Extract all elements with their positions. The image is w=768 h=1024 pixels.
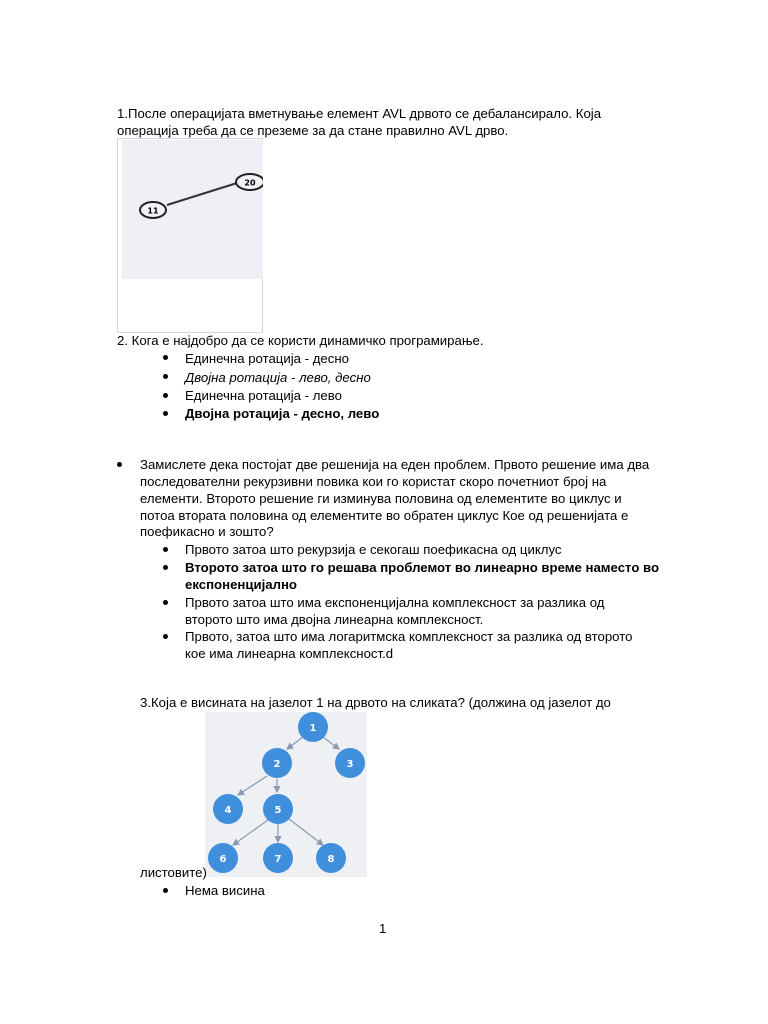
edge-5-8 (289, 819, 323, 845)
q2-option-1: Единечна ротација - десно (185, 351, 349, 366)
q-solutions-option-2a: Второто затоа што го решава проблемот во линеарно време наместо во (185, 560, 660, 575)
q-solutions-line4: потоа втората половина од елементите во обратен циклус Кое од решенијата е (140, 508, 629, 523)
tree-node-4-label: 4 (224, 805, 232, 816)
edge-1-3 (323, 737, 339, 749)
q-solutions-option-2b: експоненцијално (185, 577, 297, 592)
q1-text-line1: 1.После операцијата вметнување елемент AVL дрвото се дебалансирало. Која (117, 106, 602, 121)
q2-option-2: Двојна ротација - лево, десно (185, 370, 371, 385)
q-solutions-option-4a: Првото, затоа што има логаритмска комплексност за разлика од второто (185, 629, 633, 644)
q-solutions-option-1: Првото затоа што рекурзија е секогаш поефикасна од циклус (185, 542, 562, 557)
q-solutions-line3: елементи. Второто решение ги изминува половина од елементите во циклус и (140, 491, 622, 506)
q2-option-4: Двојна ротација - десно, лево (185, 406, 380, 421)
q2-heading: 2. Кога е најдобро да се користи динамичко програмирање. (117, 333, 484, 348)
edge-2-4 (238, 776, 267, 795)
bullet-icon (163, 393, 168, 398)
bullet-icon (117, 462, 122, 467)
bullet-icon (163, 565, 168, 570)
q1-node-11-label: 11 (147, 206, 159, 216)
q1-avl-figure (117, 138, 263, 333)
q1-text-line2: операција треба да се преземе за да стане правилно AVL дрво. (117, 123, 509, 138)
tree-node-6-label: 6 (219, 854, 227, 865)
q-solutions-line2: последователни рекурзивни повика кои го користат скоро почетниот број на (140, 474, 607, 489)
bullet-icon (163, 374, 168, 379)
page-number: 1 (379, 921, 387, 936)
tree-node-1-label: 1 (309, 723, 317, 734)
q1-tree-edge (167, 183, 237, 205)
tree-node-8-label: 8 (327, 854, 335, 865)
edge-1-2 (287, 737, 303, 749)
tree-node-2-label: 2 (273, 759, 281, 770)
edge-5-6 (233, 820, 268, 845)
q-solutions-line5: поефикасно и зошто? (140, 524, 274, 539)
bullet-icon (163, 547, 168, 552)
tree-node-5-label: 5 (274, 805, 282, 816)
q3-text-line1: 3.Која е висината на јазелот 1 на дрвото на сликата? (должина од јазелот до (140, 695, 611, 710)
q3-text-line2: листовите) (140, 865, 207, 880)
bullet-icon (163, 355, 168, 360)
bullet-icon (163, 411, 168, 416)
q-solutions-option-4b: кое има линеарна комплексност.d (185, 646, 394, 661)
q-solutions-line1: Замислете дека постојат две решенија на еден проблем. Првото решение има два (140, 457, 650, 472)
q3-tree-figure (205, 712, 367, 877)
q2-option-3: Единечна ротација - лево (185, 388, 342, 403)
bullet-icon (163, 888, 168, 893)
q-solutions-option-3b: второто што има двојна линеарна комплексност. (185, 612, 484, 627)
q3-option-1: Нема висина (185, 883, 265, 898)
q-solutions-option-3a: Првото затоа што има експоненцијална комплексност за разлика од (185, 595, 605, 610)
q1-node-20-label: 20 (244, 178, 256, 188)
bullet-icon (163, 634, 168, 639)
bullet-icon (163, 600, 168, 605)
tree-node-3-label: 3 (346, 759, 354, 770)
tree-node-7-label: 7 (274, 854, 282, 865)
